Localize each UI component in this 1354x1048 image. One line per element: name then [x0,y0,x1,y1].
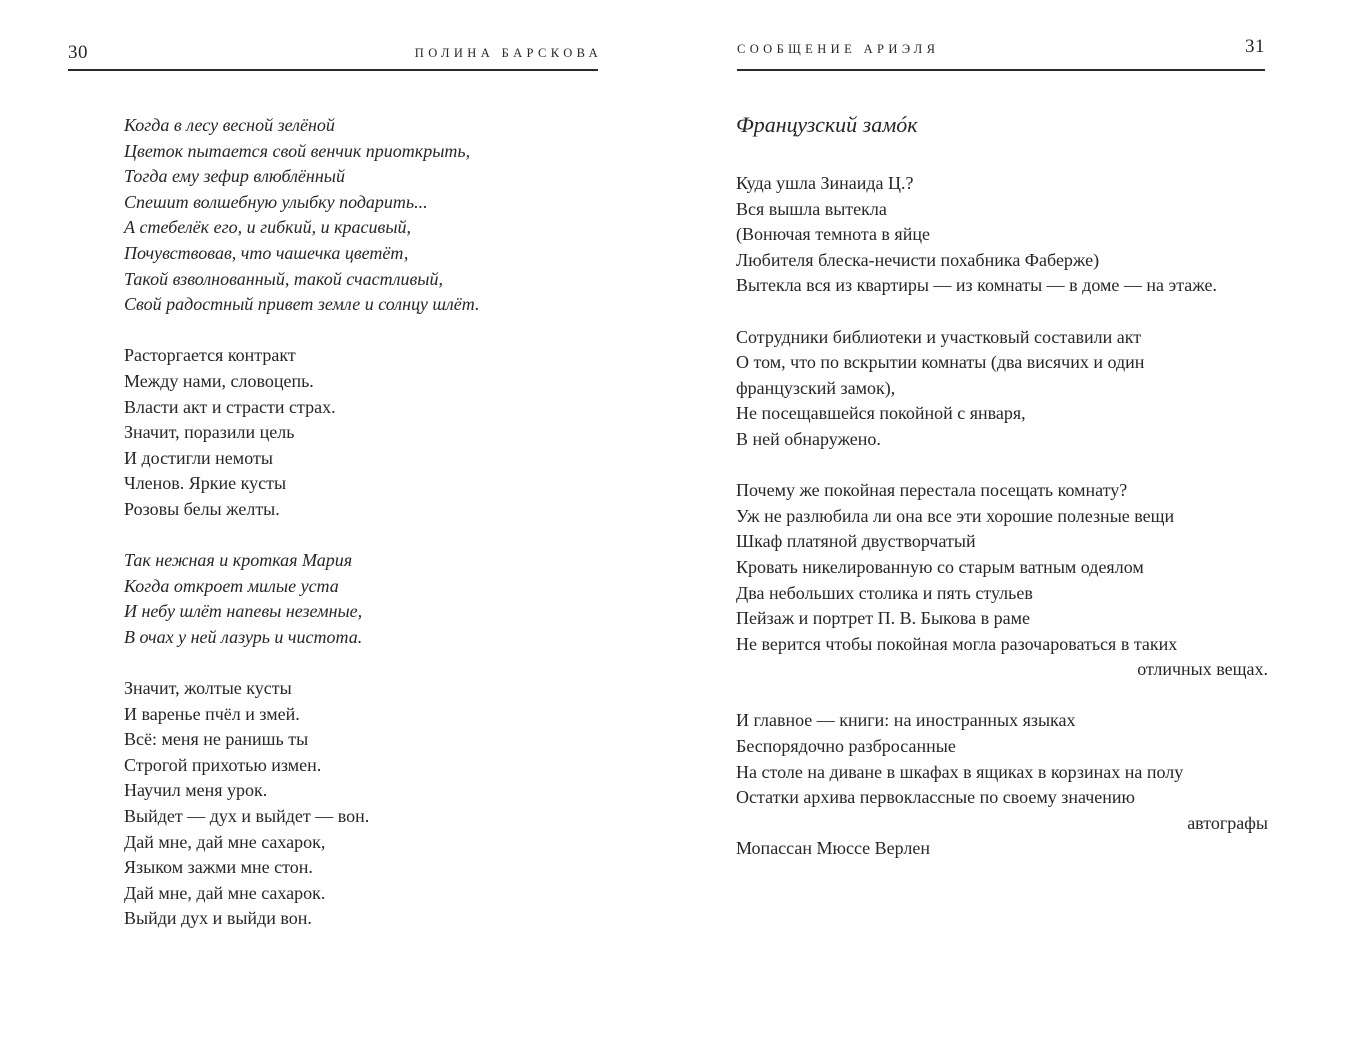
verse-line: О том, что по вскрытии комнаты (два висячих и один [736,352,1145,373]
verse-line: Сотрудники библиотеки и участковый составили акт [736,326,1142,347]
verse-line: Между нами, словоцепь. [124,370,314,391]
stanza-break [736,299,1270,325]
verse-line: Свой радостный привет земле и солнцу шлёт. [124,294,480,315]
verse-line: Шкаф платяной двустворчатый [736,531,976,552]
verse-line: Куда ушла Зинаида Ц.? [736,173,914,193]
verse-line: Научил меня урок. [124,780,268,801]
verse-line: Когда в лесу весной зелёной [124,115,335,135]
verse-line: И небу шлёт напевы неземные, [124,601,363,622]
verse-line: А стебелёк его, и гибкий, и красивый, [124,217,412,238]
verse-line: Языком зажми мне стон. [124,857,313,878]
verse-line: Два небольших столика и пять стульев [736,582,1033,603]
verse-line: Не посещавшейся покойной с января, [736,403,1026,424]
stanza [124,676,479,932]
verse-line: Вся вышла вытекла [736,198,887,219]
verse-line: Тогда ему зефир влюблённый [124,166,345,187]
verse-line: Всё: меня не ранишь ты [124,729,309,750]
verse-line: Расторгается контракт [124,345,296,366]
verse-line: Цветок пытается свой венчик приоткрыть, [124,140,471,161]
running-head-book-title: СООБЩЕНИЕ АРИЭЛЯ [737,42,940,56]
verse-line: Вытекла вся из квартиры — из комнаты — в доме — на этаже. [736,275,1217,296]
verse-line: французский замок), [736,377,896,398]
verse-line: На столе на диване в шкафах в ящиках в корзинах на полу [736,761,1184,782]
verse-line: И варенье пчёл и змей. [124,703,300,724]
left-page-header [68,36,602,70]
stanza-break [124,650,479,676]
verse-line: И достигли немоты [124,447,273,468]
stanza-break [124,318,479,344]
verse-line: (Вонючая темнота в яйце [736,224,930,245]
stanza-break [736,683,1270,709]
stanza [124,548,479,650]
right-poem-body [736,171,1270,862]
verse-line: Так нежная и кроткая Мария [124,550,353,571]
verse-line-continuation: отличных вещах. [1137,659,1268,680]
stanza-break [736,453,1270,479]
verse-line: Дай мне, дай мне сахарок. [124,882,326,903]
verse-line: Мопассан Мюссе Верлен [736,838,931,859]
verse-line: Значит, поразили цель [124,422,295,443]
verse-line: Строгой прихотью измен. [124,754,322,775]
verse-line: Когда откроет милые уста [124,575,339,596]
stanza [124,343,479,522]
page-number-right: 31 [1245,36,1265,57]
header-rule-left [68,69,598,71]
header-rule-right [737,69,1265,71]
stanza [124,113,479,318]
page-number-left: 30 [68,42,88,63]
verse-line: Остатки архива первоклассные по своему значению [736,787,1135,808]
stanza [736,171,1270,299]
verse-line: Членов. Яркие кусты [124,473,287,494]
verse-line-continuation: автографы [1187,812,1268,833]
stanza [736,478,1270,683]
verse-line: Почувствовав, что чашечка цветёт, [124,242,409,263]
verse-line: И главное — книги: на иностранных языках [736,710,1076,731]
stanza-break [124,523,479,549]
poem-title: Французский замóк [736,112,918,137]
verse-line: Такой взволнованный, такой счастливый, [124,268,443,289]
verse-line: Значит, жолтые кусты [124,678,292,699]
verse-line: Кровать никелированную со старым ватным одеялом [736,556,1144,577]
verse-line: Беспорядочно разбросанные [736,736,956,757]
verse-line: В ней обнаружено. [736,428,881,449]
verse-line: Розовы белы желты. [124,498,280,519]
verse-line: Почему же покойная перестала посещать комнату? [736,480,1128,501]
verse-line: Власти акт и страсти страх. [124,396,336,417]
verse-line: В очах у ней лазурь и чистота. [124,626,363,647]
verse-line: Дай мне, дай мне сахарок, [124,831,326,852]
verse-line: Выйди дух и выйди вон. [124,908,312,929]
right-page [677,0,1354,1048]
verse-line: Не верится чтобы покойная могла разочароваться в таких [736,633,1178,654]
verse-line: Уж не разлюбила ли она все эти хорошие полезные вещи [736,505,1175,526]
running-head-author: ПОЛИНА БАРСКОВА [414,46,602,60]
stanza [736,708,1270,862]
verse-line: Любителя блеска-нечисти похабника Фаберже) [736,249,1100,270]
verse-line: Выйдет — дух и выйдет — вон. [124,806,370,827]
left-poem-body [124,113,479,932]
stanza [736,325,1270,453]
right-page-header [737,36,1265,70]
verse-line: Пейзаж и портрет П. В. Быкова в раме [736,608,1031,629]
verse-line: Спешит волшебную улыбку подарить... [124,191,428,212]
